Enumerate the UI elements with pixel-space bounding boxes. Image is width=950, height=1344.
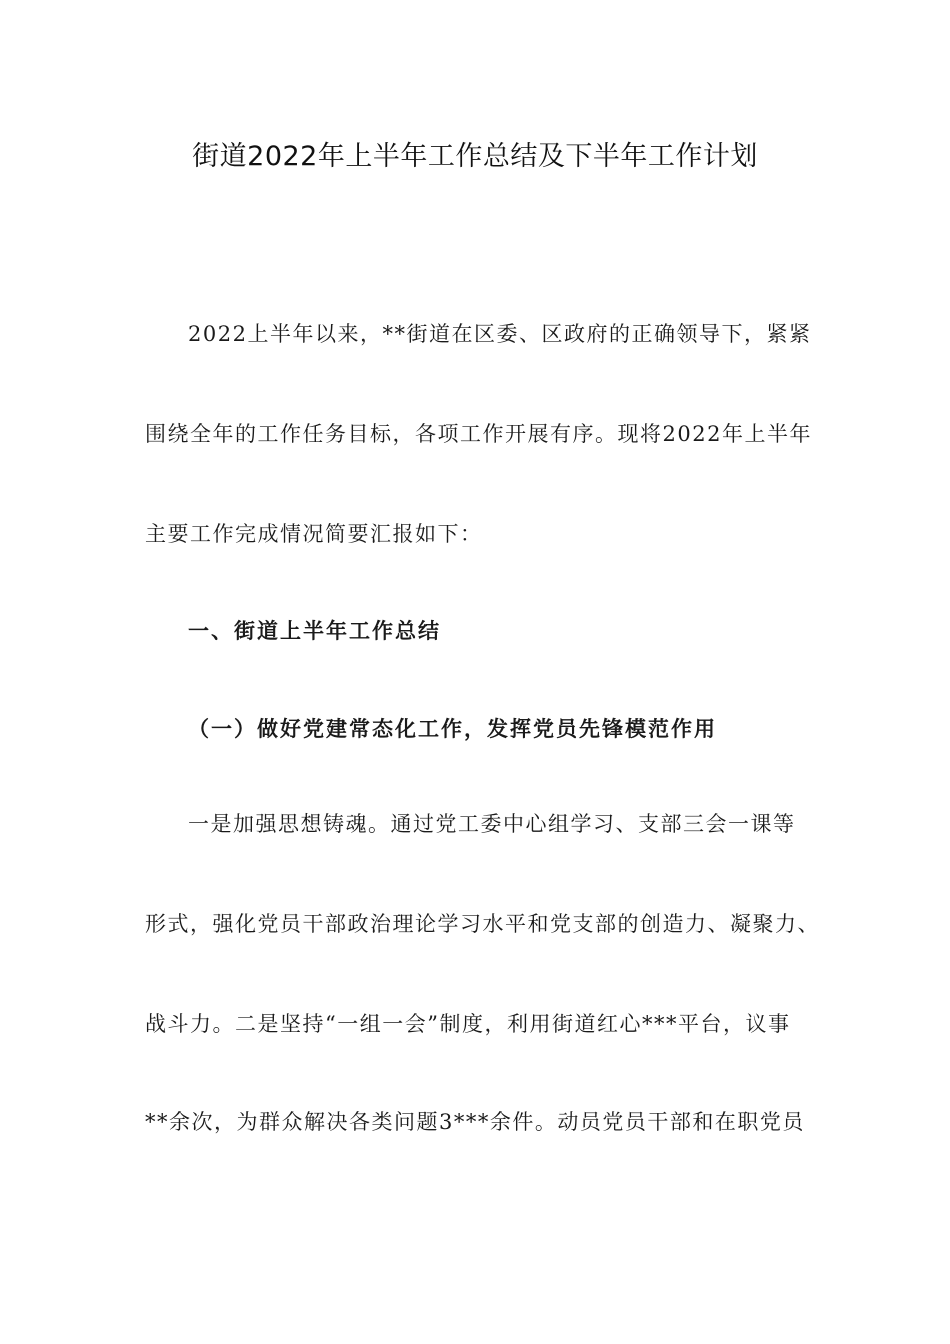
paragraph-line-4: 一是加强思想铸魂。通过党工委中心组学习、支部三会一课等 [188, 812, 796, 836]
document-title: 街道2022年上半年工作总结及下半年工作计划 [192, 141, 758, 172]
section-heading: 一、街道上半年工作总结 [188, 619, 441, 643]
paragraph-line-7: **余次，为群众解决各类问题3***余件。动员党员干部和在职党员 [145, 1110, 805, 1134]
paragraph-line-3: 主要工作完成情况简要汇报如下： [145, 522, 483, 546]
subsection-heading: （一）做好党建常态化工作，发挥党员先锋模范作用 [188, 717, 717, 741]
paragraph-line-6: 战斗力。二是坚持“一组一会”制度，利用街道红心***平台，议事 [145, 1012, 791, 1036]
paragraph-line-5: 形式，强化党员干部政治理论学习水平和党支部的创造力、凝聚力、 [145, 912, 820, 936]
paragraph-line-2: 围绕全年的工作任务目标，各项工作开展有序。现将2022年上半年 [145, 422, 812, 446]
paragraph-line-1: 2022上半年以来，**街道在区委、区政府的正确领导下，紧紧 [188, 322, 812, 346]
